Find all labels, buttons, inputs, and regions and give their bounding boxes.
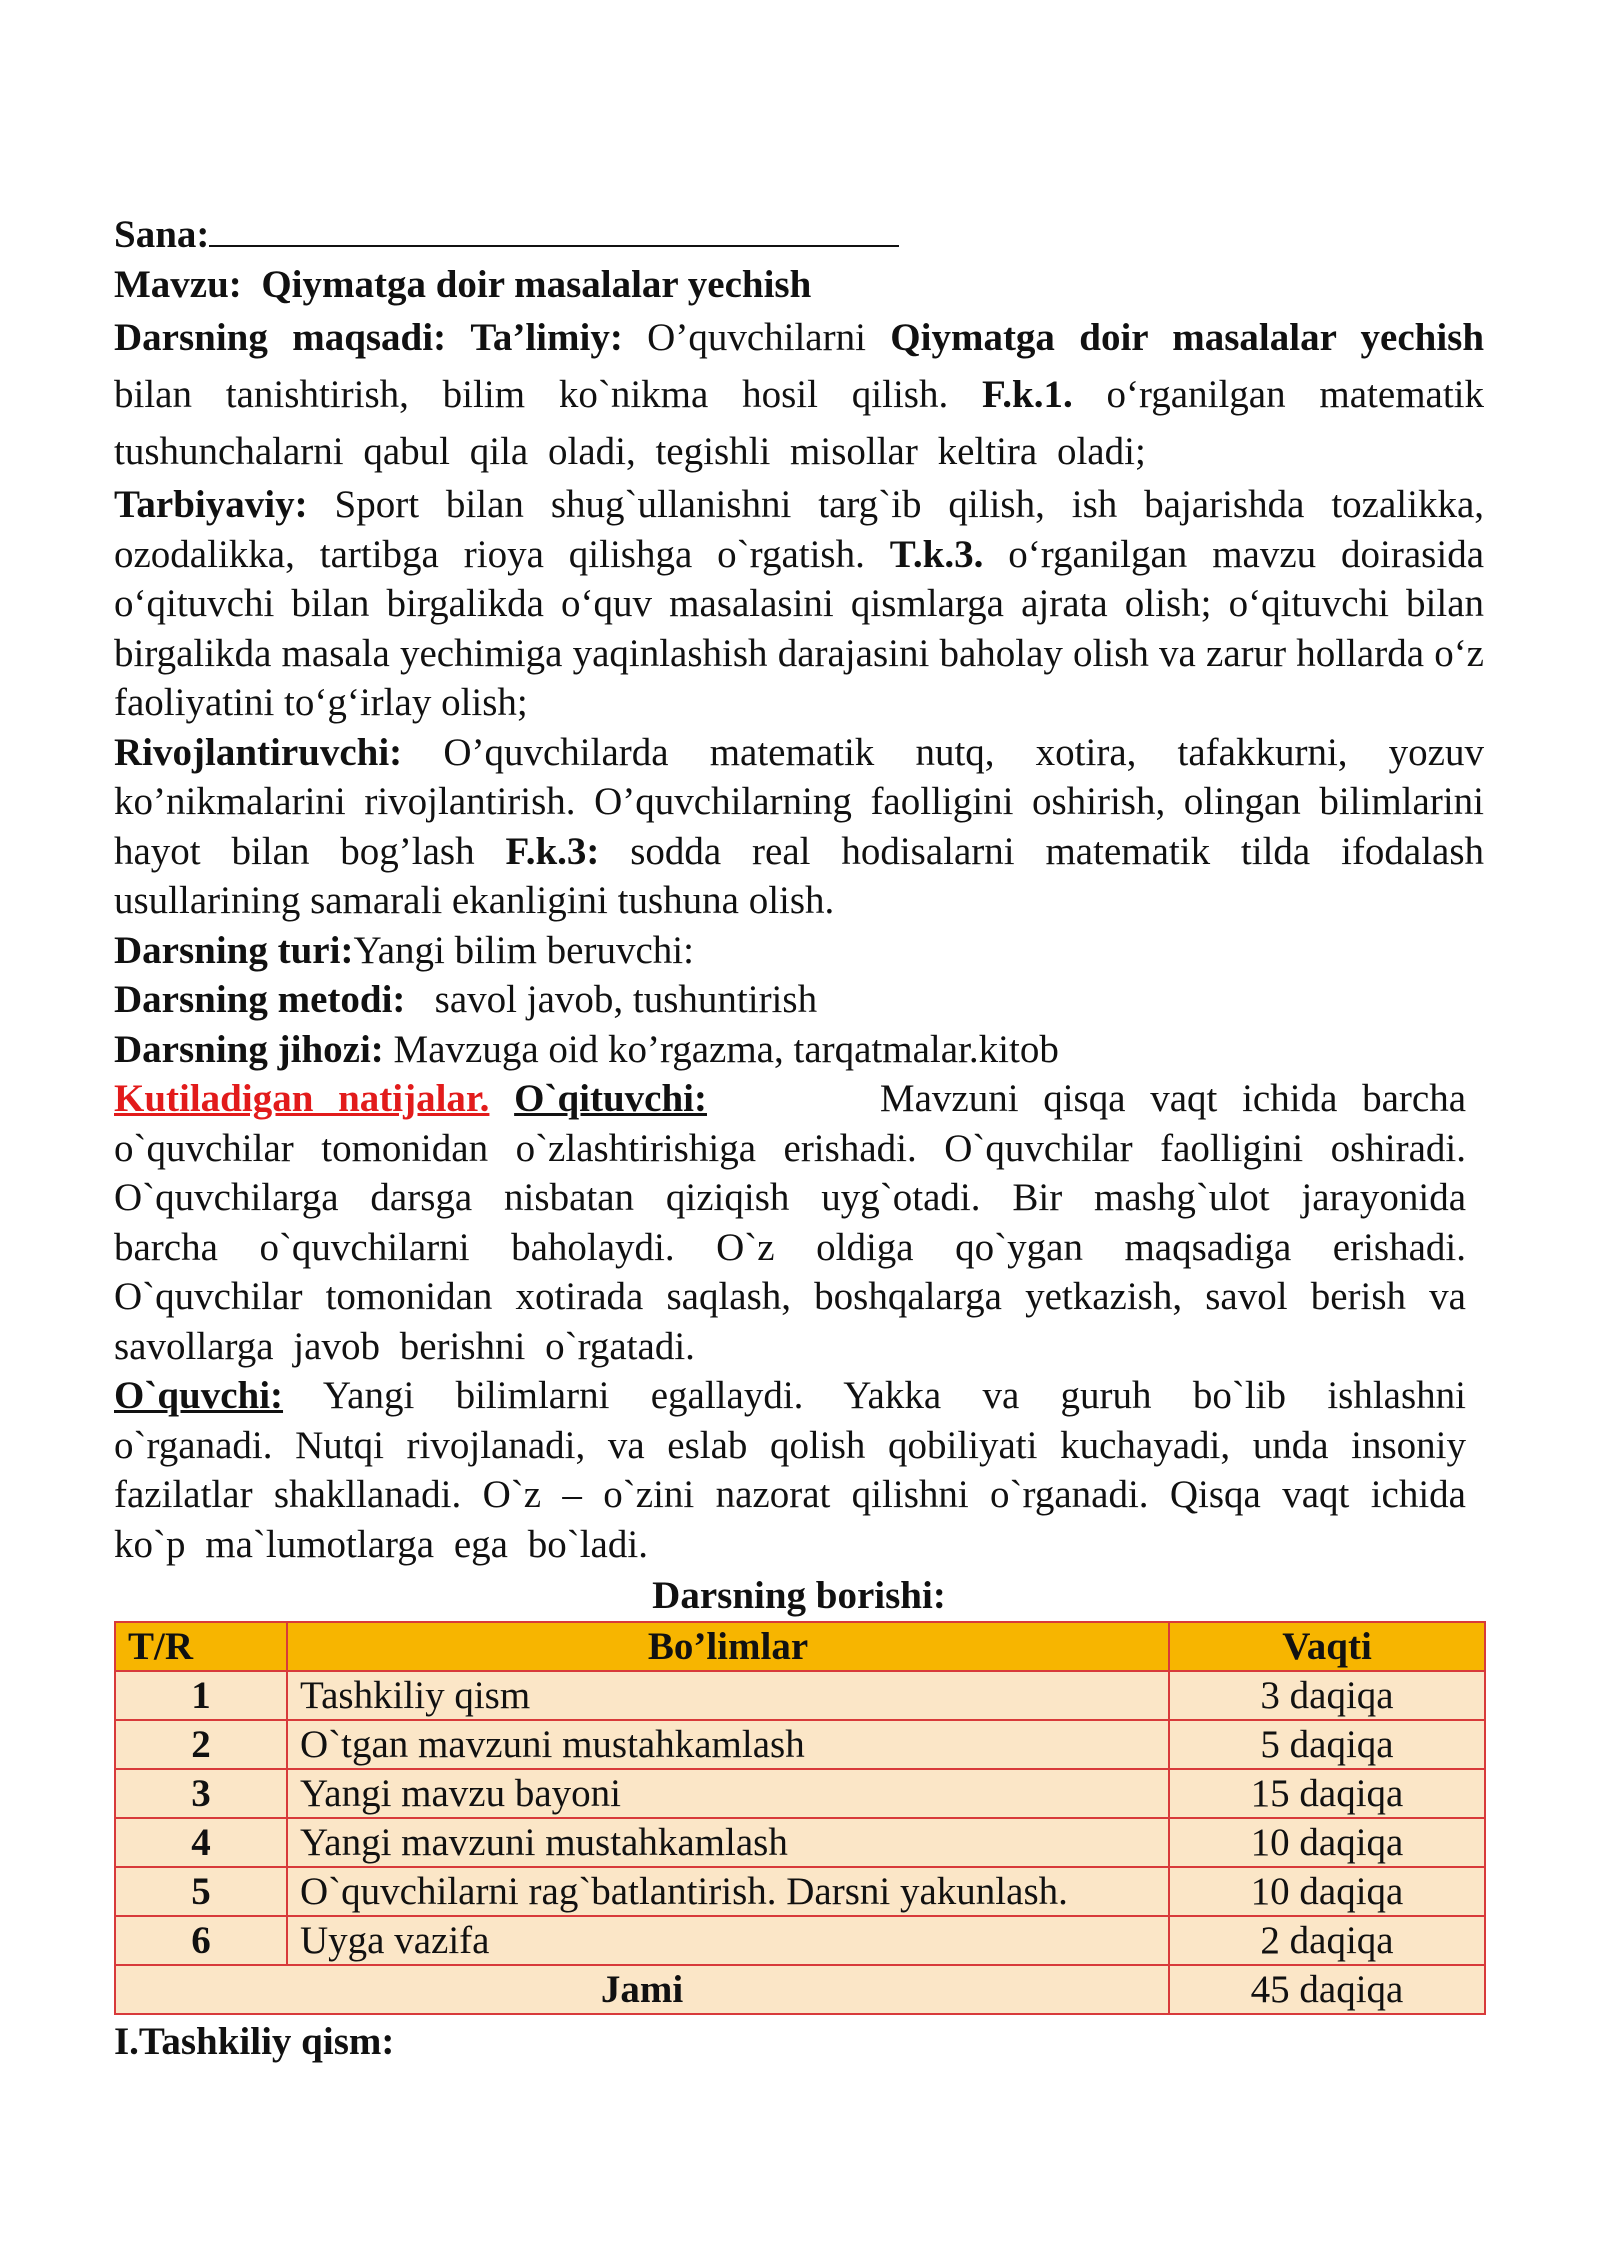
student-outcomes-text: Yangi bilimlarni egallaydi. Yakka va guruh bo`lib ishlashni o`rganadi. Nutqi rivojlanadi, va eslab qolish qobiliyati kuchayadi, unda insoniy fazilatlar shakllanadi. O`z – o`zini nazorat qilishni o`rganadi. Qisqa vaqt ichida ko`p ma`lumotlarga ega bo`ladi.: [114, 1374, 1466, 1566]
row-time: 2 daqiqa: [1169, 1916, 1485, 1965]
topic-line: [114, 260, 1484, 310]
row-number: 1: [115, 1671, 287, 1720]
organizational-part-heading: I.Tashkiliy qism:: [114, 2019, 395, 2063]
row-section: Uyga vazifa: [287, 1916, 1169, 1965]
lesson-equipment-text: Mavzuga oid ko’rgazma, tarqatmalar.kitob: [393, 1027, 1059, 1071]
upbringing-paragraph: [114, 480, 1484, 728]
row-number: 6: [115, 1916, 287, 1965]
developmental-text-2: sodda real hodisalarni matematik tilda ifodalash usullarining samarali ekanligini tushuna olish.: [114, 829, 1485, 922]
table-row: [115, 1720, 1485, 1769]
upbringing-text-1: Sport bilan shug`ullanishni targ`ib qilish, ish bajarishda tozalikka, ozodalikka, tartibga rioya qilishga o`rgatish.: [114, 483, 1485, 576]
goal-text-3: o‘rganilgan matematik tushunchalarni qabul qila oladi, tegishli misollar keltira oladi;: [114, 373, 1485, 473]
table-header-row: [115, 1622, 1485, 1671]
table-row: [115, 1916, 1485, 1965]
row-section: O`tgan mavzuni mustahkamlash: [287, 1720, 1169, 1769]
row-section: Yangi mavzu bayoni: [287, 1769, 1169, 1818]
row-section: Tashkiliy qism: [287, 1671, 1169, 1720]
student-outcomes-paragraph: [114, 1371, 1466, 1569]
total-label: Jami: [115, 1965, 1169, 2014]
row-time: 10 daqiqa: [1169, 1818, 1485, 1867]
lesson-type-text: Yangi bilim beruvchi:: [353, 928, 694, 972]
tk3-code: T.k.3.: [889, 532, 984, 576]
row-number: 2: [115, 1720, 287, 1769]
teacher-label: O`qituvchi:: [514, 1077, 707, 1120]
row-number: 5: [115, 1867, 287, 1916]
lesson-type-label: Darsning turi:: [114, 928, 354, 972]
lesson-type-line: [114, 926, 1484, 976]
lesson-flow-title: Darsning borishi:: [652, 1574, 946, 1617]
fk1-code: F.k.1.: [982, 373, 1073, 416]
teacher-outcomes-text: Mavzuni qisqa vaqt ichida barcha o`quvchilar tomonidan o`zlashtirishiga erishadi. O`quvchilar faolligini oshiradi. O`quvchilarga darsga nisbatan qiziqish uyg`otadi. Bir mashg`ulot jarayonida barcha o`quvchilarni baholaydi. O`z oldiga qo`ygan maqsadiga erishadi. O`quvchilar tomonidan xotirada saqlash, boshqalarga yetkazish, savol berish va savollarga javob berishni o`rgatadi.: [114, 1077, 1467, 1368]
header-number: T/R: [115, 1622, 287, 1671]
lesson-method-text: savol javob, tushuntirish: [434, 978, 818, 1021]
goal-topic-bold: Qiymatga doir masalalar yechish: [890, 316, 1485, 359]
row-time: 15 daqiqa: [1169, 1769, 1485, 1818]
goal-label: Darsning maqsadi:: [114, 316, 447, 359]
row-section: Yangi mavzuni mustahkamlash: [287, 1818, 1169, 1867]
document-body: [114, 210, 1484, 2066]
lesson-equipment-label: Darsning jihozi:: [114, 1027, 384, 1071]
fk3-code: F.k.3:: [505, 829, 600, 873]
expected-results-label: Kutiladigan natijalar.: [114, 1077, 490, 1120]
upbringing-text-2: o‘rganilgan mavzu doirasida o‘qituvchi bilan birgalikda o‘quv masalasini qismlarga ajrata olish; o‘qituvchi bilan birgalikda masala yechimiga yaqinlashish darajasini baholay olish va zarur hollarda o‘z faoliyatini to‘g‘irlay olish;: [114, 532, 1484, 724]
topic-label: Mavzu:: [114, 262, 242, 306]
table-row: [115, 1867, 1485, 1916]
row-time: 3 daqiqa: [1169, 1671, 1485, 1720]
teacher-outcomes-paragraph: [114, 1074, 1466, 1371]
educational-label: Ta’limiy:: [470, 316, 623, 359]
goal-paragraph: [114, 309, 1484, 480]
date-label: Sana:: [114, 213, 210, 256]
lesson-method-label: Darsning metodi:: [114, 978, 406, 1021]
header-sections: Bo’limlar: [287, 1622, 1169, 1671]
row-number: 4: [115, 1818, 287, 1867]
row-time: 10 daqiqa: [1169, 1867, 1485, 1916]
lesson-plan-table: [114, 1621, 1486, 2015]
lesson-equipment-line: [114, 1025, 1484, 1075]
developmental-paragraph: [114, 728, 1484, 926]
goal-text-2: bilan tanishtirish, bilim ko`nikma hosil qilish.: [114, 373, 949, 416]
table-row: [115, 1671, 1485, 1720]
upbringing-label: Tarbiyaviy:: [114, 483, 308, 526]
table-row: [115, 1818, 1485, 1867]
student-label: O`quvchi:: [114, 1374, 284, 1417]
goal-text-1: O’quvchilarni: [647, 316, 866, 359]
table-total-row: [115, 1965, 1485, 2014]
row-number: 3: [115, 1769, 287, 1818]
topic-text: Qiymatga doir masalalar yechish: [261, 262, 812, 306]
header-time: Vaqti: [1169, 1622, 1485, 1671]
row-time: 5 daqiqa: [1169, 1720, 1485, 1769]
table-row: [115, 1769, 1485, 1818]
total-time: 45 daqiqa: [1169, 1965, 1485, 2014]
row-section: O`quvchilarni rag`batlantirish. Darsni yakunlash.: [287, 1867, 1169, 1916]
date-line: [114, 210, 1484, 260]
date-blank-line: [209, 213, 899, 247]
developmental-label: Rivojlantiruvchi:: [114, 730, 403, 774]
lesson-method-line: [114, 975, 1484, 1025]
developmental-text-1: O’quvchilarda matematik nutq, xotira, tafakkurni, yozuv ko’nikmalarini rivojlantirish. O’quvchilarning faolligini oshirish, olingan bilimlarini hayot bilan bog’lash: [114, 730, 1484, 873]
